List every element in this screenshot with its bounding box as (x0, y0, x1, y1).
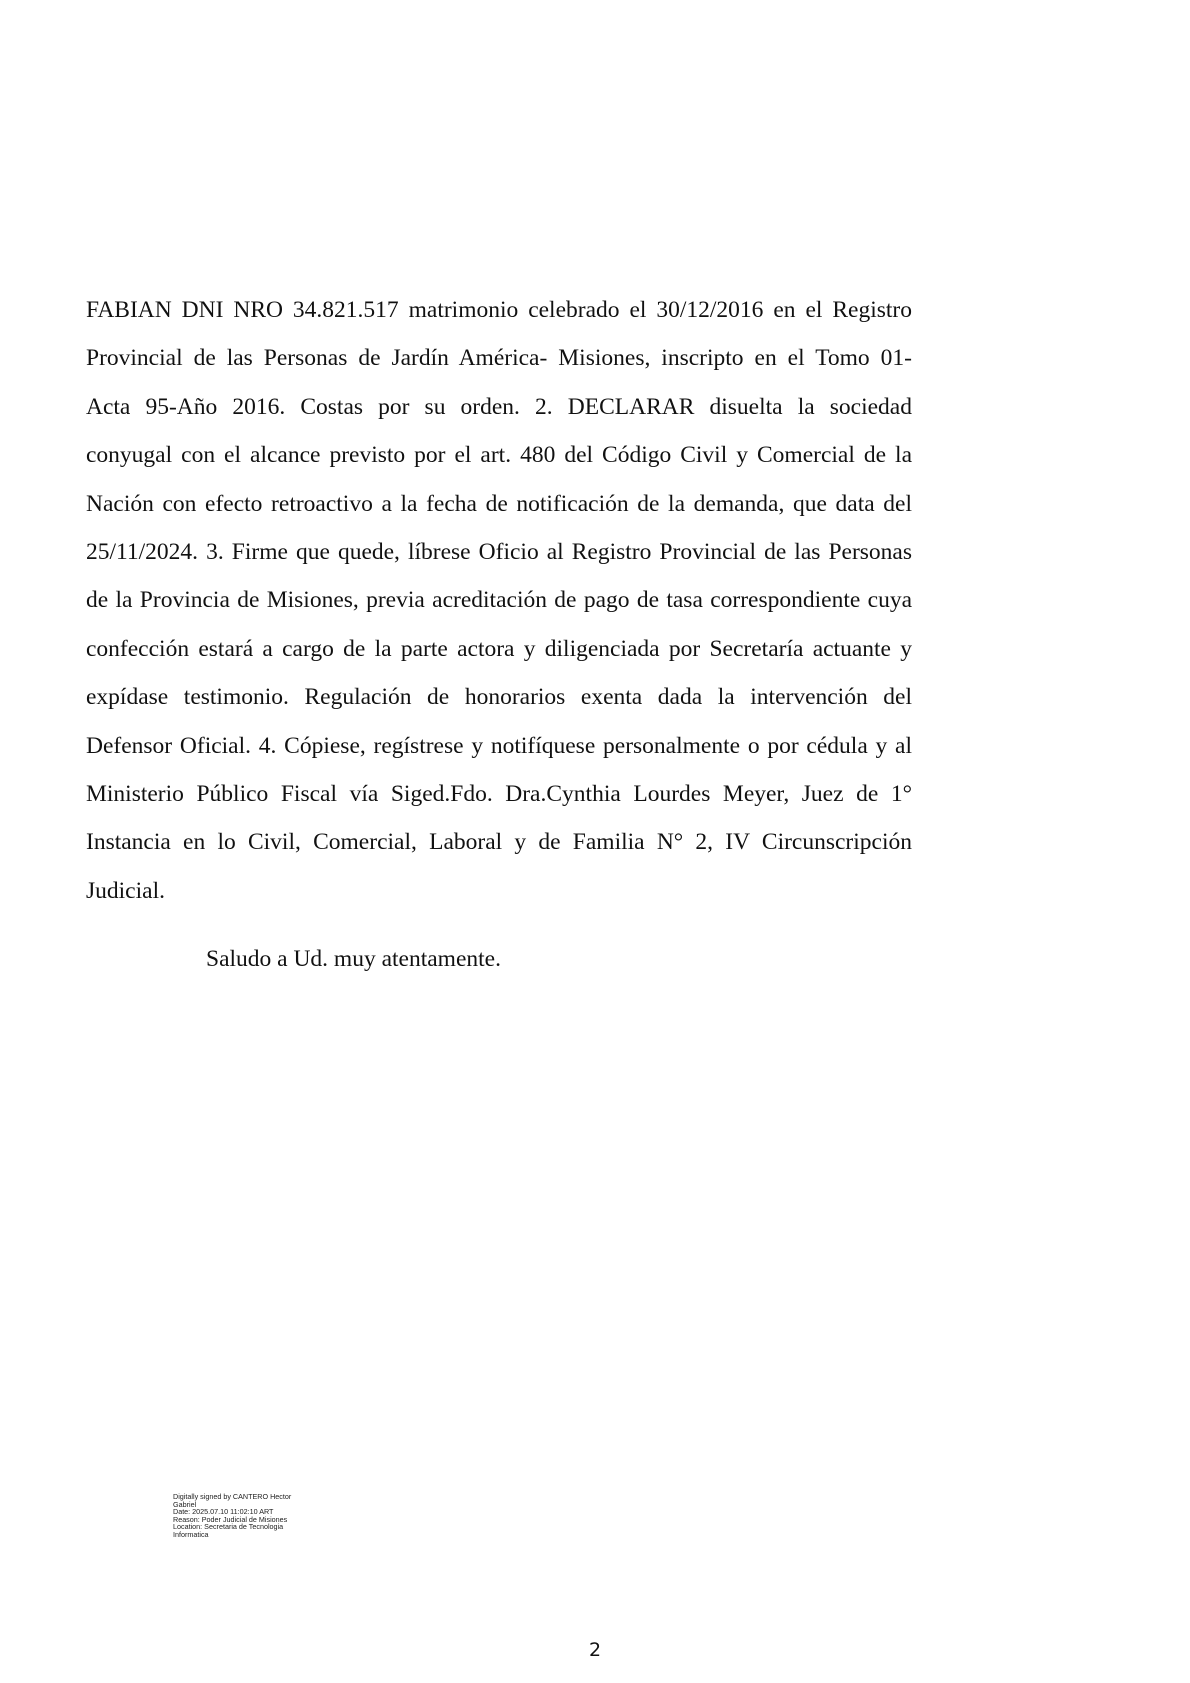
body-line: Ministerio Público Fiscal vía Siged.Fdo. Dra.Cynthia Lourdes Meyer, Juez de 1° (86, 780, 912, 807)
resolution-body-text (86, 286, 912, 915)
page-number: 2 (588, 1639, 602, 1661)
closing-greeting: Saludo a Ud. muy atentamente. (206, 946, 501, 972)
body-line: FABIAN DNI NRO 34.821.517 matrimonio celebrado el 30/12/2016 en el Registro (86, 297, 912, 323)
body-line: Instancia en lo Civil, Comercial, Laboral y de Familia N° 2, IV Circunscripción (86, 829, 912, 856)
body-line: confección estará a cargo de la parte actora y diligenciada por Secretaría actuante y (86, 635, 912, 662)
body-line: Provincial de las Personas de Jardín América- Misiones, inscripto en el Tomo 01- (86, 345, 912, 372)
signature-line: Gabriel (173, 1499, 197, 1509)
body-line: Nación con efecto retroactivo a la fecha de notificación de la demanda, que data del (86, 490, 912, 517)
body-line: conyugal con el alcance previsto por el art. 480 del Código Civil y Comercial de la (86, 442, 912, 469)
body-line: expídase testimonio. Regulación de honorarios exenta dada la intervención del (86, 684, 912, 711)
signature-line: Location: Secretaria de Tecnologia (173, 1522, 284, 1532)
signature-line: Reason: Poder Judicial de Misiones (173, 1514, 288, 1524)
digital-signature-stamp (173, 1493, 323, 1539)
signature-line: Informatica (173, 1529, 209, 1539)
body-line: de la Provincia de Misiones, previa acreditación de pago de tasa correspondiente cuya (86, 587, 912, 614)
body-line: Acta 95-Año 2016. Costas por su orden. 2. DECLARAR disuelta la sociedad (86, 393, 912, 420)
body-line: Defensor Oficial. 4. Cópiese, regístrese y notifíquese personalmente o por cédula y al (86, 732, 912, 759)
signature-line: Digitally signed by CANTERO Hector (173, 1492, 292, 1501)
body-line: Judicial. (86, 877, 165, 904)
body-line: 25/11/2024. 3. Firme que quede, líbrese Oficio al Registro Provincial de las Personas (86, 538, 912, 565)
signature-line: Date: 2025.07.10 11:02:10 ART (173, 1507, 274, 1517)
